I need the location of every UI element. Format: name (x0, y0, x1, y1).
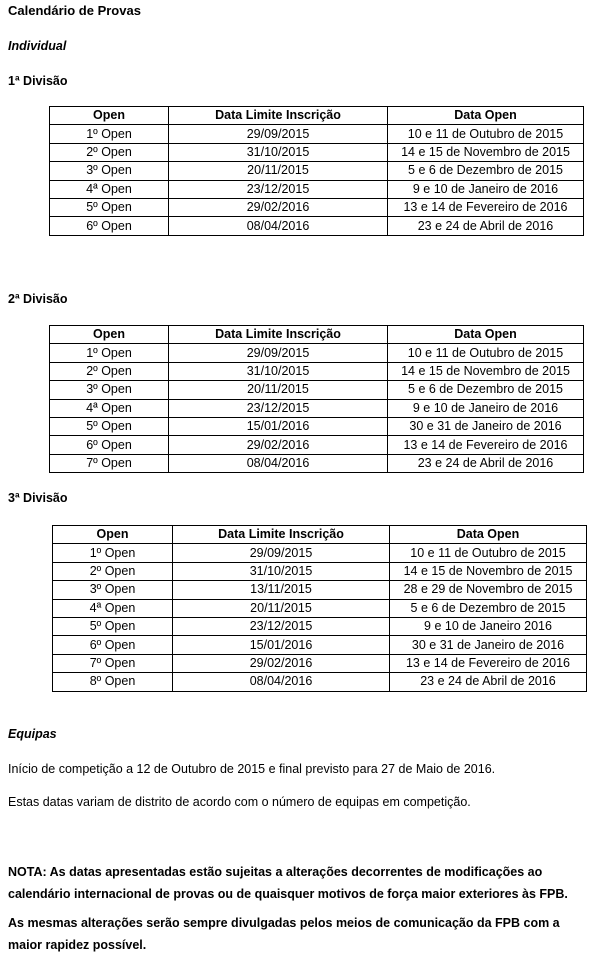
cell-open: 2º Open (50, 362, 169, 380)
cell-deadline: 15/01/2016 (173, 636, 390, 654)
cell-date: 10 e 11 de Outubro de 2015 (388, 125, 584, 143)
nota-line-4: maior rapidez possível. (8, 938, 147, 952)
cell-date: 23 e 24 de Abril de 2016 (390, 673, 587, 691)
cell-open: 6º Open (50, 217, 169, 235)
table-row (53, 654, 587, 672)
cell-open: 5º Open (50, 417, 169, 435)
cell-date: 14 e 15 de Novembro de 2015 (390, 562, 587, 580)
table-row (53, 562, 587, 580)
nota-line-3: As mesmas alterações serão sempre divulgadas pelos meios de comunicação da FPB com a (8, 916, 560, 930)
nota-line-2: calendário internacional de provas ou de quaisquer motivos de força maior exteriores às FPB. (8, 887, 568, 901)
table-header-row (50, 326, 584, 344)
cell-open: 1º Open (50, 344, 169, 362)
cell-date: 5 e 6 de Dezembro de 2015 (388, 162, 584, 180)
column-header-deadline: Data Limite Inscrição (169, 326, 388, 344)
cell-deadline: 29/02/2016 (173, 654, 390, 672)
cell-date: 9 e 10 de Janeiro de 2016 (388, 180, 584, 198)
cell-deadline: 20/11/2015 (173, 599, 390, 617)
column-header-date: Data Open (390, 526, 587, 544)
cell-date: 28 e 29 de Novembro de 2015 (390, 581, 587, 599)
column-header-open: Open (50, 107, 169, 125)
cell-deadline: 23/12/2015 (173, 617, 390, 635)
division-2-heading: 2ª Divisão (8, 292, 68, 306)
cell-date: 30 e 31 de Janeiro de 2016 (390, 636, 587, 654)
cell-deadline: 13/11/2015 (173, 581, 390, 599)
table-row (50, 198, 584, 216)
nota-paragraph (8, 861, 608, 905)
table-row (50, 217, 584, 235)
cell-date: 10 e 11 de Outubro de 2015 (388, 344, 584, 362)
equipas-paragraph-2: Estas datas variam de distrito de acordo com o número de equipas em competição. (8, 795, 471, 809)
equipas-heading: Equipas (8, 727, 57, 741)
cell-deadline: 29/09/2015 (173, 544, 390, 562)
cell-open: 5º Open (50, 198, 169, 216)
table-row (50, 436, 584, 454)
table-row (53, 599, 587, 617)
cell-date: 14 e 15 de Novembro de 2015 (388, 143, 584, 161)
cell-deadline: 31/10/2015 (169, 362, 388, 380)
cell-open: 4ª Open (50, 180, 169, 198)
page-title: Calendário de Provas (8, 3, 141, 18)
cell-deadline: 08/04/2016 (173, 673, 390, 691)
table-row (50, 399, 584, 417)
table-row (50, 162, 584, 180)
division-1-heading: 1ª Divisão (8, 74, 68, 88)
table-row (50, 381, 584, 399)
table-header-row (50, 107, 584, 125)
division-3-heading: 3ª Divisão (8, 491, 68, 505)
table-row (53, 581, 587, 599)
table-row (50, 180, 584, 198)
cell-open: 3º Open (50, 162, 169, 180)
cell-open: 4ª Open (53, 599, 173, 617)
cell-date: 14 e 15 de Novembro de 2015 (388, 362, 584, 380)
cell-open: 3º Open (50, 381, 169, 399)
column-header-date: Data Open (388, 107, 584, 125)
cell-open: 2º Open (50, 143, 169, 161)
cell-deadline: 29/02/2016 (169, 198, 388, 216)
column-header-deadline: Data Limite Inscrição (173, 526, 390, 544)
cell-open: 1º Open (53, 544, 173, 562)
division-3-table (52, 525, 587, 692)
division-2-table (49, 325, 584, 473)
division-1-table (49, 106, 584, 236)
cell-open: 7º Open (53, 654, 173, 672)
cell-open: 3º Open (53, 581, 173, 599)
cell-date: 13 e 14 de Fevereiro de 2016 (388, 436, 584, 454)
cell-date: 9 e 10 de Janeiro de 2016 (388, 399, 584, 417)
cell-open: 7º Open (50, 454, 169, 472)
cell-open: 8º Open (53, 673, 173, 691)
column-header-open: Open (53, 526, 173, 544)
table-row (50, 143, 584, 161)
cell-deadline: 15/01/2016 (169, 417, 388, 435)
table-row (53, 673, 587, 691)
cell-date: 5 e 6 de Dezembro de 2015 (390, 599, 587, 617)
cell-date: 5 e 6 de Dezembro de 2015 (388, 381, 584, 399)
cell-deadline: 08/04/2016 (169, 454, 388, 472)
cell-deadline: 23/12/2015 (169, 399, 388, 417)
cell-open: 6º Open (53, 636, 173, 654)
cell-date: 9 e 10 de Janeiro 2016 (390, 617, 587, 635)
individual-heading: Individual (8, 39, 67, 53)
equipas-paragraph-1: Início de competição a 12 de Outubro de 2015 e final previsto para 27 de Maio de 2016. (8, 762, 496, 776)
cell-open: 6º Open (50, 436, 169, 454)
cell-deadline: 31/10/2015 (169, 143, 388, 161)
nota-line-1: NOTA: As datas apresentadas estão sujeitas a alterações decorrentes de modificações ao (8, 865, 543, 879)
table-row (50, 417, 584, 435)
table-row (53, 544, 587, 562)
cell-deadline: 20/11/2015 (169, 162, 388, 180)
cell-open: 1º Open (50, 125, 169, 143)
table-row (50, 362, 584, 380)
column-header-date: Data Open (388, 326, 584, 344)
table-row (50, 344, 584, 362)
cell-date: 30 e 31 de Janeiro de 2016 (388, 417, 584, 435)
cell-date: 13 e 14 de Fevereiro de 2016 (390, 654, 587, 672)
cell-open: 4ª Open (50, 399, 169, 417)
table-row (53, 636, 587, 654)
cell-date: 23 e 24 de Abril de 2016 (388, 217, 584, 235)
column-header-deadline: Data Limite Inscrição (169, 107, 388, 125)
cell-deadline: 29/09/2015 (169, 125, 388, 143)
column-header-open: Open (50, 326, 169, 344)
cell-deadline: 29/09/2015 (169, 344, 388, 362)
cell-deadline: 29/02/2016 (169, 436, 388, 454)
cell-deadline: 20/11/2015 (169, 381, 388, 399)
table-row (50, 454, 584, 472)
cell-date: 13 e 14 de Fevereiro de 2016 (388, 198, 584, 216)
table-header-row (53, 526, 587, 544)
cell-open: 2º Open (53, 562, 173, 580)
cell-open: 5º Open (53, 617, 173, 635)
cell-deadline: 23/12/2015 (169, 180, 388, 198)
cell-date: 23 e 24 de Abril de 2016 (388, 454, 584, 472)
table-row (50, 125, 584, 143)
nota-followup-paragraph (8, 912, 608, 956)
cell-deadline: 08/04/2016 (169, 217, 388, 235)
cell-deadline: 31/10/2015 (173, 562, 390, 580)
table-row (53, 617, 587, 635)
cell-date: 10 e 11 de Outubro de 2015 (390, 544, 587, 562)
